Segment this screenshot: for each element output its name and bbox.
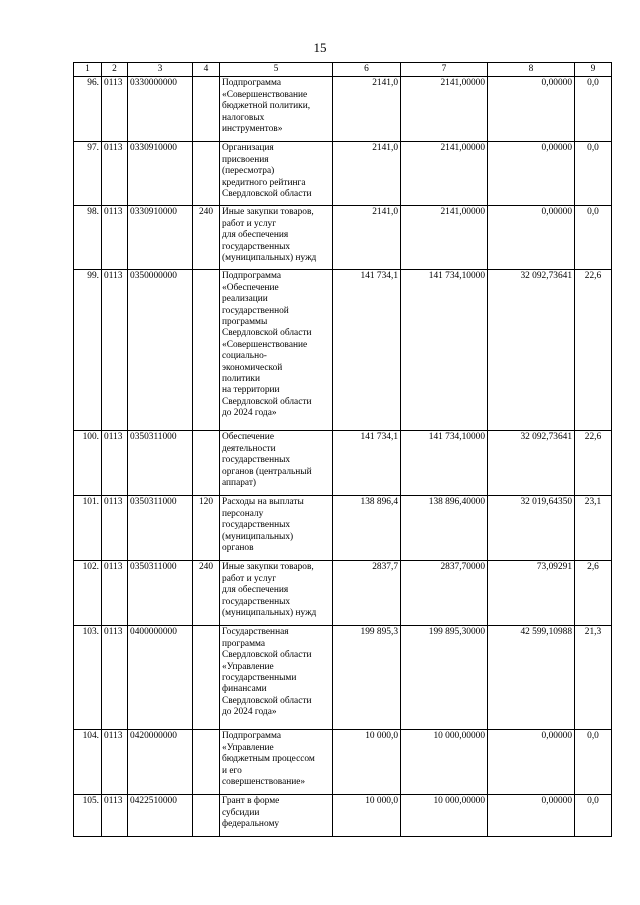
execution-percent: 22,6 (575, 270, 612, 431)
item-name: Государственная программа Свердловской области «Управление государственными финансами Свердловской области до 2024 года» (220, 626, 333, 730)
plan-amount-precise: 2141,00000 (401, 206, 488, 270)
row-number: 100. (74, 431, 102, 496)
plan-amount-precise: 141 734,10000 (401, 270, 488, 431)
section-code: 0113 (102, 206, 128, 270)
item-name: Иные закупки товаров, работ и услуг для обеспечения государственных (муниципальных) нужд (220, 561, 333, 626)
expense-type-code (193, 431, 220, 496)
section-code: 0113 (102, 730, 128, 795)
plan-amount-precise: 2141,00000 (401, 142, 488, 206)
execution-percent: 0,0 (575, 206, 612, 270)
row-number: 99. (74, 270, 102, 431)
executed-amount: 42 599,10988 (488, 626, 575, 730)
header-cell: 6 (333, 63, 401, 77)
expense-type-code (193, 77, 220, 142)
row-number: 104. (74, 730, 102, 795)
executed-amount: 0,00000 (488, 142, 575, 206)
expense-type-code (193, 795, 220, 837)
item-name: Подпрограмма «Совершенствование бюджетной политики, налоговых инструментов» (220, 77, 333, 142)
execution-percent: 21,3 (575, 626, 612, 730)
section-code: 0113 (102, 431, 128, 496)
execution-percent: 0,0 (575, 142, 612, 206)
execution-percent: 22,6 (575, 431, 612, 496)
item-name: Организация присвоения (пересмотра) кредитного рейтинга Свердловской области (220, 142, 333, 206)
execution-percent: 23,1 (575, 496, 612, 561)
section-code: 0113 (102, 270, 128, 431)
table-row (74, 730, 612, 795)
expense-type-code (193, 730, 220, 795)
plan-amount: 141 734,1 (333, 431, 401, 496)
budget-table (73, 62, 612, 837)
expense-type-code (193, 270, 220, 431)
item-name: Подпрограмма «Управление бюджетным процессом и его совершенствование» (220, 730, 333, 795)
header-cell: 8 (488, 63, 575, 77)
plan-amount-precise: 2141,00000 (401, 77, 488, 142)
executed-amount: 0,00000 (488, 730, 575, 795)
table-row (74, 431, 612, 496)
expense-type-code: 240 (193, 206, 220, 270)
section-code: 0113 (102, 561, 128, 626)
section-code: 0113 (102, 142, 128, 206)
execution-percent: 2,6 (575, 561, 612, 626)
plan-amount: 2141,0 (333, 206, 401, 270)
executed-amount: 0,00000 (488, 206, 575, 270)
row-number: 102. (74, 561, 102, 626)
header-cell: 4 (193, 63, 220, 77)
plan-amount-precise: 10 000,00000 (401, 730, 488, 795)
header-cell: 3 (128, 63, 193, 77)
plan-amount: 2837,7 (333, 561, 401, 626)
execution-percent: 0,0 (575, 730, 612, 795)
header-cell: 2 (102, 63, 128, 77)
row-number: 97. (74, 142, 102, 206)
plan-amount-precise: 10 000,00000 (401, 795, 488, 837)
table-row (74, 77, 612, 142)
target-code: 0420000000 (128, 730, 193, 795)
section-code: 0113 (102, 496, 128, 561)
plan-amount-precise: 138 896,40000 (401, 496, 488, 561)
execution-percent: 0,0 (575, 77, 612, 142)
target-code: 0350311000 (128, 496, 193, 561)
item-name: Грант в форме субсидии федеральному (220, 795, 333, 837)
plan-amount: 2141,0 (333, 142, 401, 206)
target-code: 0350311000 (128, 561, 193, 626)
executed-amount: 32 092,73641 (488, 270, 575, 431)
target-code: 0330910000 (128, 142, 193, 206)
plan-amount: 2141,0 (333, 77, 401, 142)
target-code: 0422510000 (128, 795, 193, 837)
section-code: 0113 (102, 77, 128, 142)
header-cell: 1 (74, 63, 102, 77)
item-name: Расходы на выплаты персоналу государственных (муниципальных) органов (220, 496, 333, 561)
section-code: 0113 (102, 626, 128, 730)
table-row (74, 206, 612, 270)
executed-amount: 32 092,73641 (488, 431, 575, 496)
plan-amount: 10 000,0 (333, 795, 401, 837)
plan-amount: 138 896,4 (333, 496, 401, 561)
executed-amount: 0,00000 (488, 795, 575, 837)
executed-amount: 0,00000 (488, 77, 575, 142)
row-number: 96. (74, 77, 102, 142)
target-code: 0350000000 (128, 270, 193, 431)
section-code: 0113 (102, 795, 128, 837)
expense-type-code (193, 626, 220, 730)
expense-type-code: 120 (193, 496, 220, 561)
table-row (74, 626, 612, 730)
target-code: 0330000000 (128, 77, 193, 142)
target-code: 0400000000 (128, 626, 193, 730)
row-number: 105. (74, 795, 102, 837)
row-number: 101. (74, 496, 102, 561)
table-row (74, 795, 612, 837)
row-number: 103. (74, 626, 102, 730)
expense-type-code (193, 142, 220, 206)
table-row (74, 561, 612, 626)
page-number: 15 (313, 40, 327, 55)
target-code: 0350311000 (128, 431, 193, 496)
header-cell: 9 (575, 63, 612, 77)
item-name: Иные закупки товаров, работ и услуг для обеспечения государственных (муниципальных) нужд (220, 206, 333, 270)
table-row (74, 142, 612, 206)
plan-amount-precise: 199 895,30000 (401, 626, 488, 730)
plan-amount-precise: 2837,70000 (401, 561, 488, 626)
executed-amount: 73,09291 (488, 561, 575, 626)
expense-type-code: 240 (193, 561, 220, 626)
table-row (74, 270, 612, 431)
row-number: 98. (74, 206, 102, 270)
plan-amount: 141 734,1 (333, 270, 401, 431)
item-name: Подпрограмма «Обеспечение реализации государственной программы Свердловской области «Совершенствование социально- экономической политики на территории Свердловской области до 2024 года» (220, 270, 333, 431)
target-code: 0330910000 (128, 206, 193, 270)
plan-amount: 10 000,0 (333, 730, 401, 795)
header-cell: 7 (401, 63, 488, 77)
execution-percent: 0,0 (575, 795, 612, 837)
item-name: Обеспечение деятельности государственных органов (центральный аппарат) (220, 431, 333, 496)
plan-amount: 199 895,3 (333, 626, 401, 730)
executed-amount: 32 019,64350 (488, 496, 575, 561)
header-row (74, 63, 612, 77)
header-cell: 5 (220, 63, 333, 77)
plan-amount-precise: 141 734,10000 (401, 431, 488, 496)
table-row (74, 496, 612, 561)
